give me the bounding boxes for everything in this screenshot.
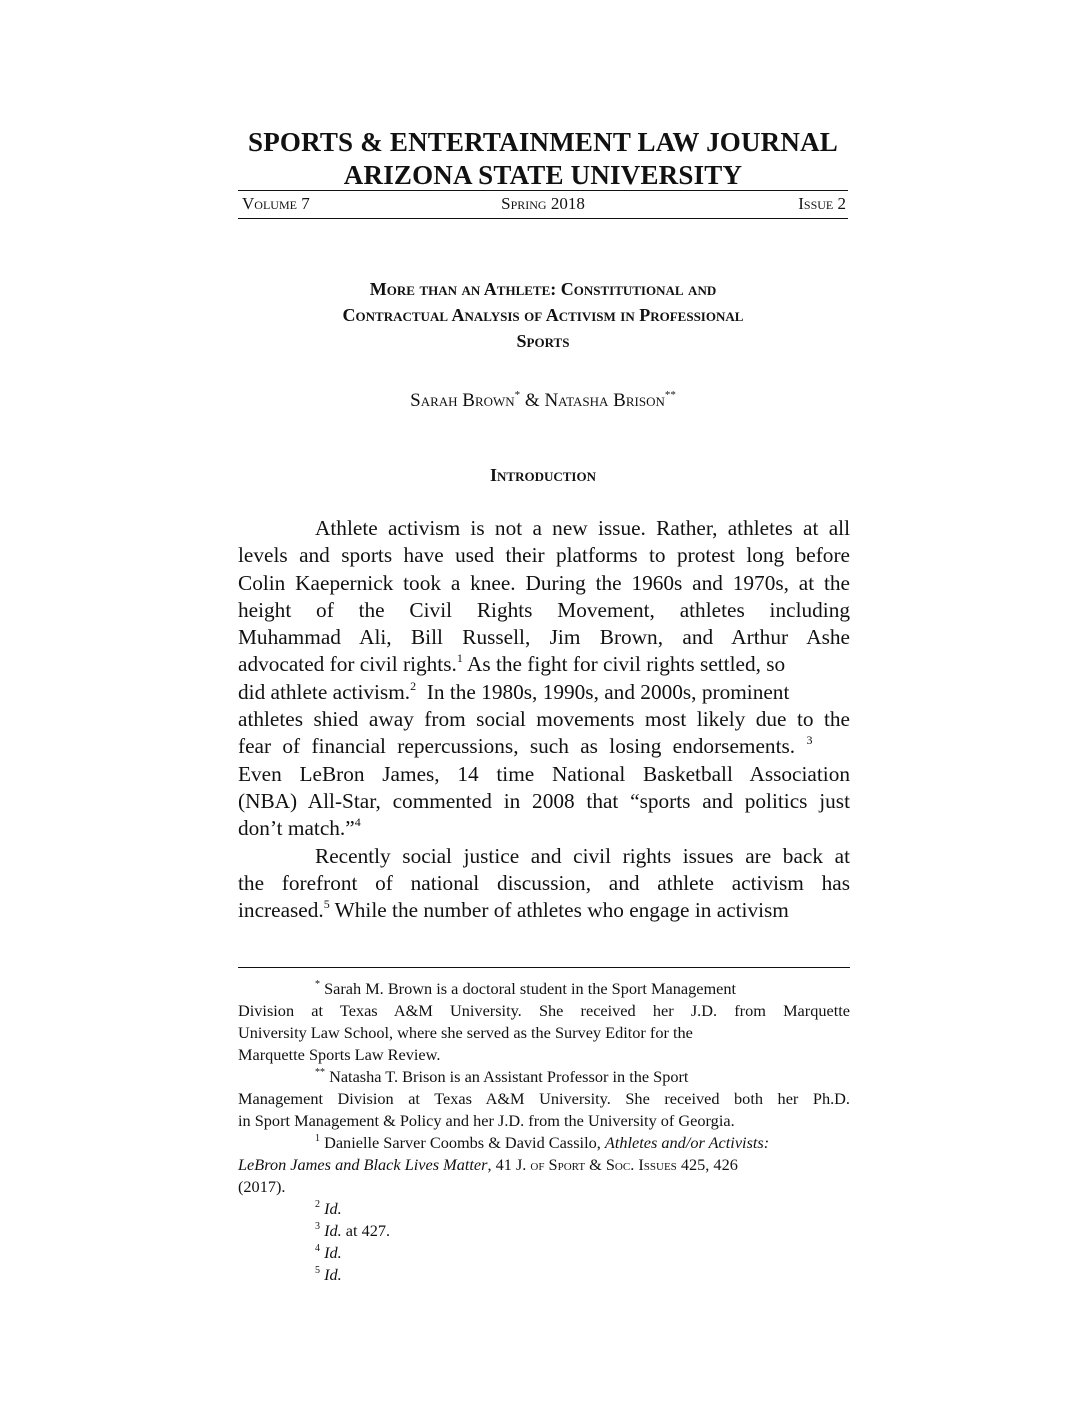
body-text: advocated for civil rights. <box>238 652 457 677</box>
title-line: Sports <box>516 331 570 351</box>
university-name: ARIZONA STATE UNIVERSITY <box>343 160 743 190</box>
body-text: As the fight for civil rights settled, so <box>462 652 786 677</box>
body-line: levels and sports have used their platforms to protest long before <box>238 543 850 568</box>
footnote-marker: * <box>315 979 320 990</box>
footnote-text: Sarah M. Brown is a doctoral student in the Sport Management <box>320 979 736 998</box>
body-text: In the 1980s, 1990s, and 2000s, prominent <box>416 679 790 704</box>
footnote-marker: 3 <box>315 1221 320 1232</box>
issue-info-bar <box>238 190 848 219</box>
footnote-text: 425, 426 <box>676 1155 738 1174</box>
footnote-text: Id. <box>324 1243 342 1262</box>
footnote-ref: 5 <box>323 897 330 912</box>
body-line <box>238 679 850 706</box>
footnote-line <box>238 1132 850 1154</box>
cited-article-title: LeBron James and Black Lives Matter <box>238 1155 488 1174</box>
footnotes <box>238 978 850 1286</box>
body-line: athletes shied away from social movements most likely due to the <box>238 707 850 732</box>
footnote-ref: 3 <box>806 733 813 748</box>
footnote-marker: ** <box>315 1067 325 1078</box>
body-line <box>238 897 850 924</box>
footnote-text: , 41 <box>487 1155 516 1174</box>
journal-masthead <box>238 126 848 192</box>
article-title <box>238 276 848 354</box>
footnote-line: University Law School, where she served as the Survey Editor for the <box>238 1023 693 1042</box>
footnote-separator <box>238 967 850 968</box>
footnote-line <box>238 978 850 1000</box>
footnote-line: Management Division at Texas A&M University. She received both her Ph.D. <box>238 1089 850 1108</box>
author-connector: & <box>520 390 545 411</box>
footnote-line <box>238 1198 850 1220</box>
body-text: increased. <box>238 898 324 923</box>
body-text: fear of financial repercussions, such as losing endorsements. <box>238 734 796 759</box>
article-body <box>238 515 850 924</box>
volume-label: Volume 7 <box>242 194 310 213</box>
body-line: the forefront of national discussion, and athlete activism has <box>238 870 850 895</box>
title-line: More than an Athlete: Constitutional and <box>369 279 717 299</box>
body-line <box>238 815 850 842</box>
body-line: (NBA) All-Star, commented in 2008 that “sports and politics just <box>238 788 850 813</box>
footnote-text: Id. <box>324 1199 342 1218</box>
author-name: Sarah Brown <box>410 390 515 411</box>
footnote-text: Id. <box>324 1221 342 1240</box>
body-text: While the number of athletes who engage in activism <box>329 898 789 923</box>
body-line <box>238 651 850 678</box>
footnote-line <box>238 1264 850 1286</box>
footnote-line <box>238 1242 850 1264</box>
body-line: Even LeBron James, 14 time National Basketball Association <box>238 761 850 786</box>
footnote-ref: 1 <box>456 651 463 666</box>
cited-journal: J. of Sport & Soc. Issues <box>515 1155 677 1174</box>
title-line: Contractual Analysis of Activism in Professional <box>342 305 744 325</box>
footnote-text: at 427. <box>341 1221 391 1240</box>
footnote-marker: * <box>514 389 521 401</box>
cited-article-title: Athletes and/or Activists: <box>604 1133 770 1152</box>
body-text: did athlete activism. <box>238 679 411 704</box>
footnote-line <box>238 1220 850 1242</box>
body-text: don’t match.” <box>238 816 355 841</box>
footnote-marker: 5 <box>315 1265 320 1276</box>
footnote-text: Id. <box>324 1265 342 1284</box>
body-line <box>238 733 850 760</box>
footnote-text: Danielle Sarver Coombs & David Cassilo, <box>320 1133 605 1152</box>
footnote-text: Natasha T. Brison is an Assistant Professor in the Sport <box>325 1067 689 1086</box>
body-line: Athlete activism is not a new issue. Rather, athletes at all <box>315 516 850 540</box>
footnote-line: (2017). <box>238 1177 286 1196</box>
footnote-marker: 1 <box>315 1133 320 1144</box>
footnote-line: in Sport Management & Policy and her J.D. from the University of Georgia. <box>238 1111 735 1130</box>
footnote-marker: 2 <box>315 1199 320 1210</box>
author-line <box>238 382 848 414</box>
footnote-marker: ** <box>664 389 676 401</box>
footnote-marker: 4 <box>315 1243 320 1254</box>
footnote-line: Marquette Sports Law Review. <box>238 1045 441 1064</box>
author-name: Natasha Brison <box>544 390 665 411</box>
body-line: Muhammad Ali, Bill Russell, Jim Brown, and Arthur Ashe <box>238 625 850 650</box>
journal-name: SPORTS & ENTERTAINMENT LAW JOURNAL <box>247 127 838 157</box>
section-heading: Introduction <box>490 465 596 485</box>
body-line: Colin Kaepernick took a knee. During the 1960s and 1970s, at the <box>238 570 850 595</box>
body-line: Recently social justice and civil rights issues are back at <box>315 843 850 868</box>
issue-label: Issue 2 <box>798 194 846 213</box>
footnote-line <box>238 1154 850 1176</box>
footnote-ref: 4 <box>354 815 361 830</box>
body-line: height of the Civil Rights Movement, athletes including <box>238 597 850 622</box>
season-label: Spring 2018 <box>501 194 585 213</box>
footnote-line: Division at Texas A&M University. She received her J.D. from Marquette <box>238 1001 850 1020</box>
footnote-line <box>238 1066 850 1088</box>
footnote-ref: 2 <box>410 678 417 693</box>
